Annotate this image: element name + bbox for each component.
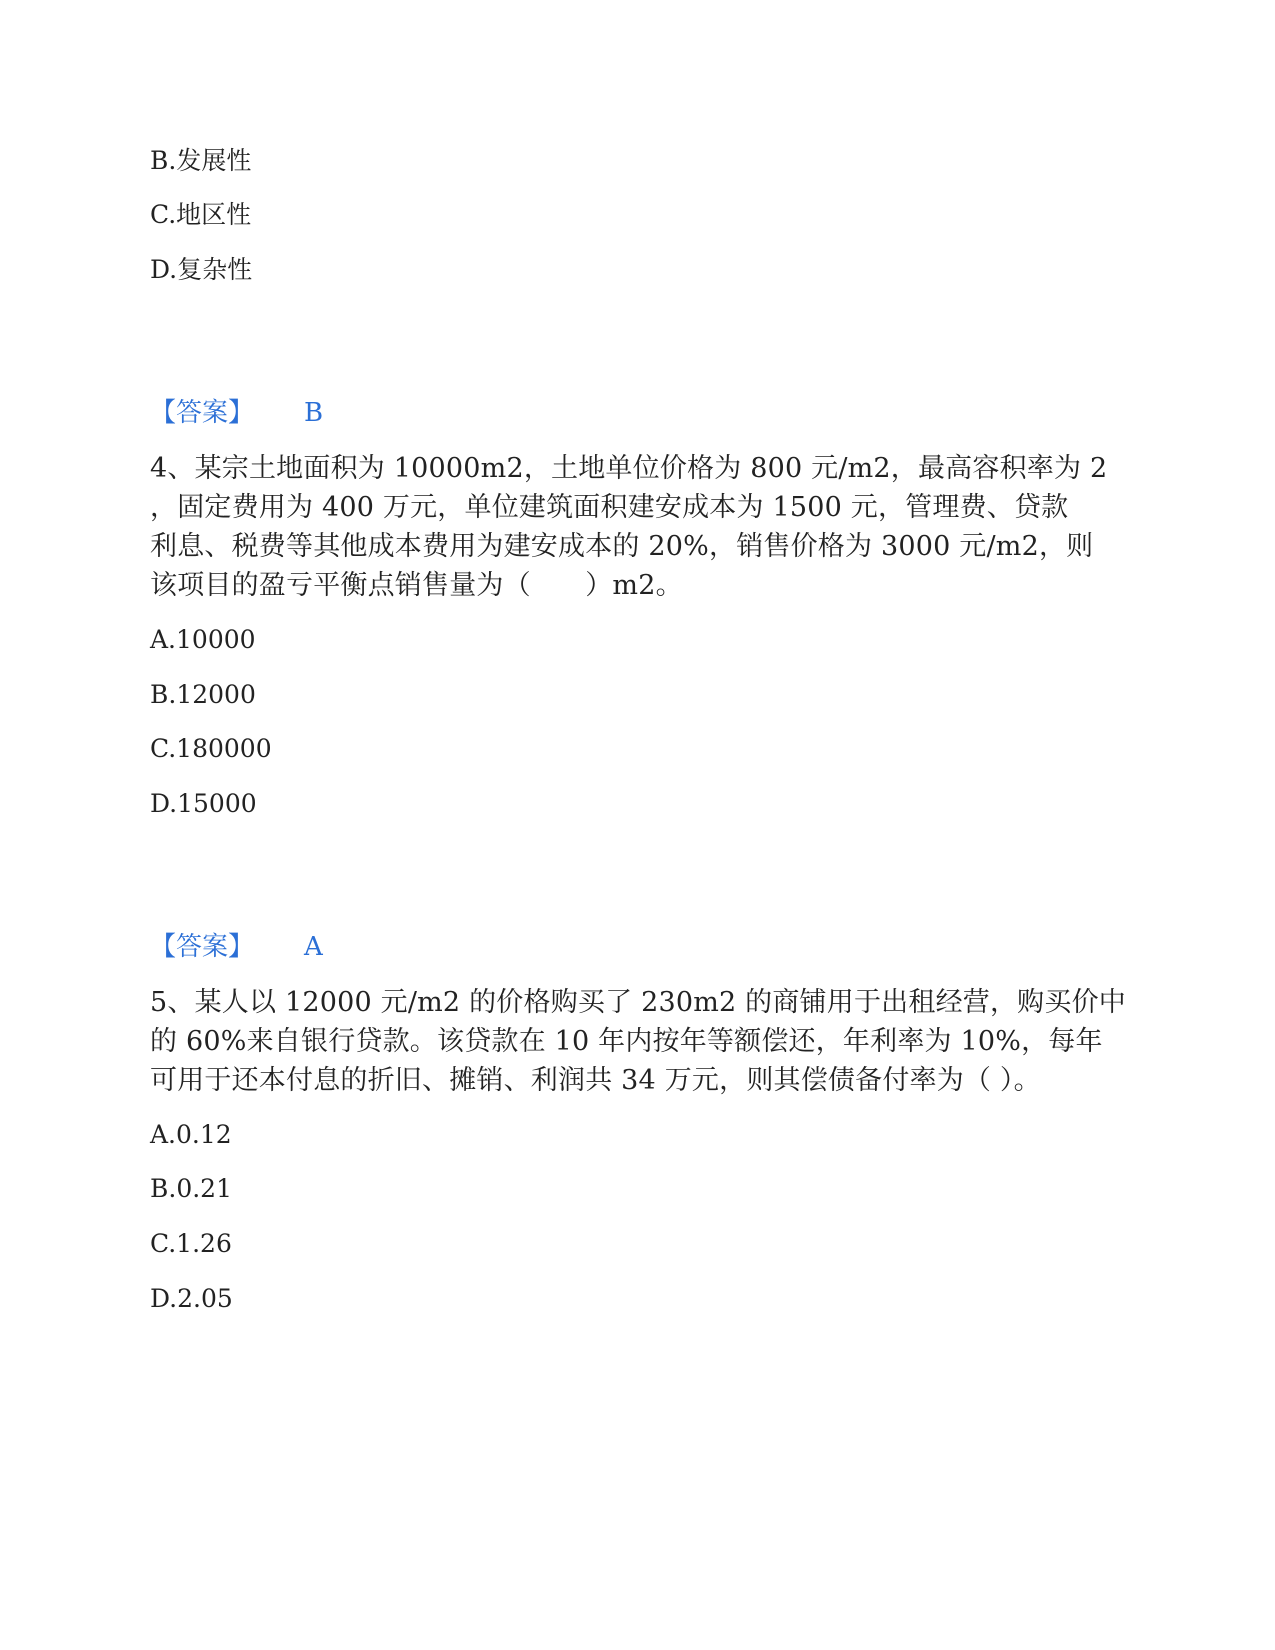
q4-answer-value: A <box>304 932 323 962</box>
q3-option-d: D.复杂性 <box>150 255 253 284</box>
q5-option-b: B.0.21 <box>150 1174 232 1203</box>
q5-stem-line-2: 的 60%来自银行贷款。该贷款在 10 年内按年等额偿还，年利率为 10%，每年 <box>150 1026 1103 1057</box>
q4-stem-line-4: 该项目的盈亏平衡点销售量为（ ）m2。 <box>150 570 683 601</box>
q4-option-d: D.15000 <box>150 789 257 818</box>
q4-option-c: C.180000 <box>150 734 272 763</box>
q3-answer <box>150 396 323 430</box>
q5-stem-line-1: 5、某人以 12000 元/m2 的价格购买了 230m2 的商铺用于出租经营，购买价中 <box>150 987 1126 1018</box>
q3-answer-tag: 【答案】 <box>150 398 255 428</box>
q5-option-d: D.2.05 <box>150 1284 233 1313</box>
q5-option-a: A.0.12 <box>150 1120 232 1149</box>
q3-option-b: B.发展性 <box>150 146 252 175</box>
q5-option-c: C.1.26 <box>150 1229 232 1258</box>
q4-stem-line-2: ，固定费用为 400 万元，单位建筑面积建安成本为 1500 元，管理费、贷款 <box>150 492 1069 523</box>
q3-option-c: C.地区性 <box>150 200 252 229</box>
q5-stem-line-3: 可用于还本付息的折旧、摊销、利润共 34 万元，则其偿债备付率为（ ）。 <box>150 1065 1041 1096</box>
q4-option-a: A.10000 <box>150 625 256 654</box>
q4-stem-line-1: 4、某宗土地面积为 10000m2，土地单位价格为 800 元/m2，最高容积率为 2 <box>150 453 1108 484</box>
q4-answer <box>150 930 323 964</box>
q4-answer-tag: 【答案】 <box>150 932 255 962</box>
q4-stem-line-3: 利息、税费等其他成本费用为建安成本的 20%，销售价格为 3000 元/m2，则 <box>150 531 1094 562</box>
q3-answer-value: B <box>304 398 324 428</box>
q4-option-b: B.12000 <box>150 680 256 709</box>
